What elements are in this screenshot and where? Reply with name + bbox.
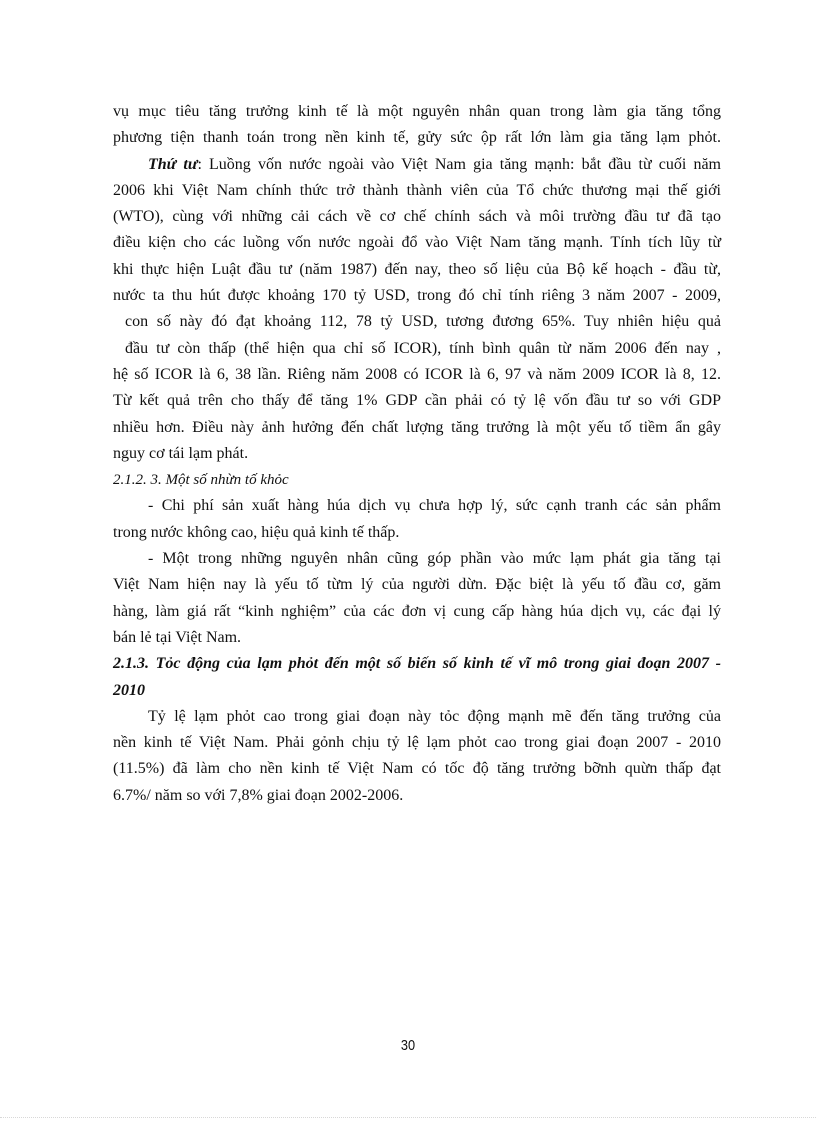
paragraph-line: điều kiện cho các luồng vốn nước ngoài đổ vào Việt Nam tăng mạnh. Tính tích lũy từ <box>113 234 721 252</box>
subsection-heading: 2.1.2. 3. Một số nhừn tố khỏc <box>113 472 289 489</box>
paragraph-line: - Chi phí sản xuất hàng húa dịch vụ chưa hợp lý, sức cạnh tranh các sản phẩm <box>148 497 721 515</box>
paragraph-line: phương tiện thanh toán trong nền kinh tế, gửy sức ộp rất lớn làm gia tăng lạm phỏt. <box>113 129 721 147</box>
paragraph-line: (WTO), cùng với những cải cách về cơ chế chính sách và môi trường đầu tư đã tạo <box>113 208 721 226</box>
paragraph-line: (11.5%) đã làm cho nền kinh tế Việt Nam có tốc độ tăng trưởng bỡnh quừn thấp đạt <box>113 760 721 778</box>
paragraph-line: hàng, làm giá rất “kinh nghiệm” của các đơn vị cung cấp hàng húa dịch vụ, các đại lý <box>113 602 721 620</box>
paragraph-line: đầu tư còn thấp (thể hiện qua chỉ số ICOR), tính bình quân từ năm 2006 đến nay , <box>125 339 721 357</box>
thu-tu-label: Thứ tư <box>148 155 198 173</box>
paragraph-line: trong nước không cao, hiệu quả kinh tế thấp. <box>113 523 400 541</box>
paragraph-line: hệ số ICOR là 6, 38 lần. Riêng năm 2008 có ICOR là 6, 97 và năm 2009 ICOR là 8, 12. <box>113 365 721 383</box>
paragraph-line: 6.7%/ năm so với 7,8% giai đoạn 2002-2006. <box>113 786 404 804</box>
section-heading-cont: 2010 <box>113 681 145 699</box>
paragraph-line: nước ta thu hút được khoảng 170 tỷ USD, trong đó chỉ tính riêng 3 năm 2007 - 2009, <box>113 287 721 305</box>
paragraph-line: nguy cơ tái lạm phát. <box>113 444 249 462</box>
paragraph-line: bán lẻ tại Việt Nam. <box>113 628 242 646</box>
paragraph-line: khi thực hiện Luật đầu tư (năm 1987) đến nay, theo số liệu của Bộ kế hoạch - đầu từ, <box>113 260 721 278</box>
paragraph-line: Việt Nam hiện nay là yếu tố từm lý của người dừn. Đặc biệt là yếu tố đầu cơ, găm <box>113 576 721 594</box>
body-text <box>113 99 721 809</box>
paragraph-line: nền kinh tế Việt Nam. Phải gỏnh chịu tỷ lệ lạm phỏt cao trong giai đoạn 2007 - 2010 <box>113 734 721 752</box>
paragraph-line: con số này đó đạt khoảng 112, 78 tỷ USD, tương đương 65%. Tuy nhiên hiệu quả <box>125 313 721 331</box>
paragraph-line-thu-tu <box>113 152 721 178</box>
paragraph-line: Từ kết quả trên cho thấy để tăng 1% GDP cần phải có tỷ lệ vốn đầu tư so với GDP <box>113 392 721 410</box>
paragraph-line: Tỷ lệ lạm phỏt cao trong giai đoạn này tỏc động mạnh mẽ đến tăng trưởng của <box>148 707 721 725</box>
page-number: 30 <box>400 1037 416 1054</box>
thu-tu-text: : Luồng vốn nước ngoài vào Việt Nam gia tăng mạnh: bắt đầu từ cuối năm <box>197 155 721 173</box>
section-heading: 2.1.3. Tỏc động của lạm phỏt đến một số biến số kinh tế vĩ mô trong giai đoạn 2007 - <box>113 655 721 673</box>
paragraph-line: - Một trong những nguyên nhân cũng góp phần vào mức lạm phát gia tăng tại <box>148 550 721 568</box>
paragraph-line: nhiều hơn. Điều này ảnh hưởng đến chất lượng tăng trưởng là một yếu tố tiềm ẩn gây <box>113 418 721 436</box>
paragraph-line: vụ mục tiêu tăng trưởng kinh tế là một nguyên nhân quan trong làm gia tăng tổng <box>113 103 721 120</box>
paragraph-line: 2006 khi Việt Nam chính thức trở thành thành viên của Tổ chức thương mại thế giới <box>113 181 721 199</box>
page-bottom-border <box>0 1117 816 1118</box>
